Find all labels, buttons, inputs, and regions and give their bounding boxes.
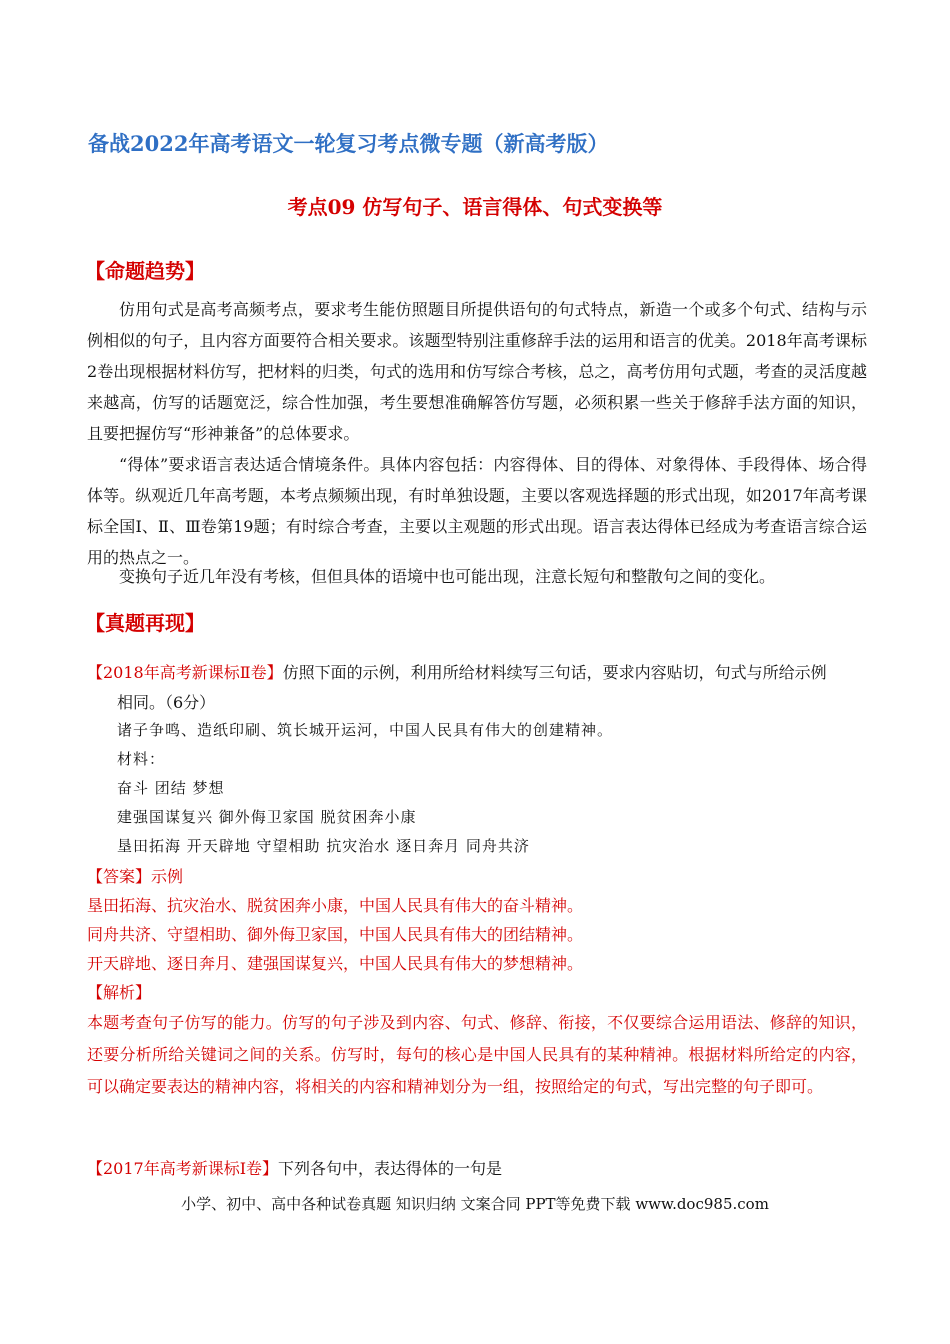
trend-paragraph-3: 变换句子近几年没有考核，但但具体的语境中也可能出现，注意长短句和整散句之间的变化。 [119,567,776,586]
trend-paragraph-1: 仿用句式是高考高频考点，要求考生能仿照题目所提供语句的句式特点，新造一个或多个句式、结构与示例相似的句子，且内容方面要符合相关要求。该题型特别注重修辞手法的运用和语言的优美。2018年高考课标2卷出现根据材料仿写，把材料的归类，句式的选用和仿写综合考核，总之，高考仿用句式题，考查的灵活度越来越高，仿写的话题宽泛，综合性加强，考生要想准确解答仿写题，必须积累一些关于修辞手法方面的知识，且要把握仿写“形神兼备”的总体要求。 [87,300,867,443]
answer-tag: 示例 [151,867,184,886]
answer-line-1: 垦田拓海、抗灾治水、脱贫困奔小康，中国人民具有伟大的奋斗精神。 [87,896,584,915]
question-2-stem: 下列各句中，表达得体的一句是 [278,1159,503,1178]
page-footer: 小学、初中、高中各种试卷真题 知识归纳 文案合同 PPT等免费下载 www.doc985.com [181,1195,769,1213]
question-1-stem: 仿照下面的示例，利用所给材料续写三句话，要求内容贴切，句式与所给示例 [282,663,827,682]
question-2-source: 【2017年高考新课标Ⅰ卷】 [87,1159,279,1178]
material-line-1: 奋斗 团结 梦想 [117,779,225,797]
answer-line-3: 开天辟地、逐日奔月、建强国谋复兴，中国人民具有伟大的梦想精神。 [87,954,584,973]
material-label: 材料： [117,750,166,768]
section-heading-real-questions: 【真题再现】 [85,611,205,635]
analysis-text: 本题考查句子仿写的能力。仿写的句子涉及到内容、句式、修辞、衔接，不仅要综合运用语法、修辞的知识，还要分析所给关键词之间的关系。仿写时，每句的核心是中国人民具有的某种精神。根据材料所给定的内容，可以确定要表达的精神内容，将相关的内容和精神划分为一组，按照给定的句式，写出完整的句子即可。 [87,1013,867,1096]
answer-label: 【答案】 [87,867,152,886]
section-heading-trend: 【命题趋势】 [85,259,205,283]
question-1-example: 诸子争鸣、造纸印刷、筑长城开运河，中国人民具有伟大的创建精神。 [117,721,614,739]
topic-title: 考点09 仿写句子、语言得体、句式变换等 [287,195,663,219]
question-2-line [87,1156,502,1179]
answer-heading [87,864,183,887]
answer-line-2: 同舟共济、守望相助、御外侮卫家国，中国人民具有伟大的团结精神。 [87,925,584,944]
question-1-line [87,660,827,683]
analysis-label: 【解析】 [87,983,152,1002]
question-1-stem-continued: 相同。（6分） [117,693,216,712]
question-1-source: 【2018年高考新课标Ⅱ卷】 [87,663,283,682]
material-line-2: 建强国谋复兴 御外侮卫家国 脱贫困奔小康 [117,808,417,826]
material-line-3: 垦田拓海 开天辟地 守望相助 抗灾治水 逐日奔月 同舟共济 [117,837,530,855]
document-title: 备战2022年高考语文一轮复习考点微专题（新高考版） [88,131,609,156]
trend-paragraph-2: “得体”要求语言表达适合情境条件。具体内容包括：内容得体、目的得体、对象得体、手段得体、场合得体等。纵观近几年高考题，本考点频频出现，有时单独设题，主要以客观选择题的形式出现，如2017年高考课标全国Ⅰ、Ⅱ、Ⅲ卷第19题；有时综合考查，主要以主观题的形式出现。语言表达得体已经成为考查语言综合运用的热点之一。 [87,455,867,567]
